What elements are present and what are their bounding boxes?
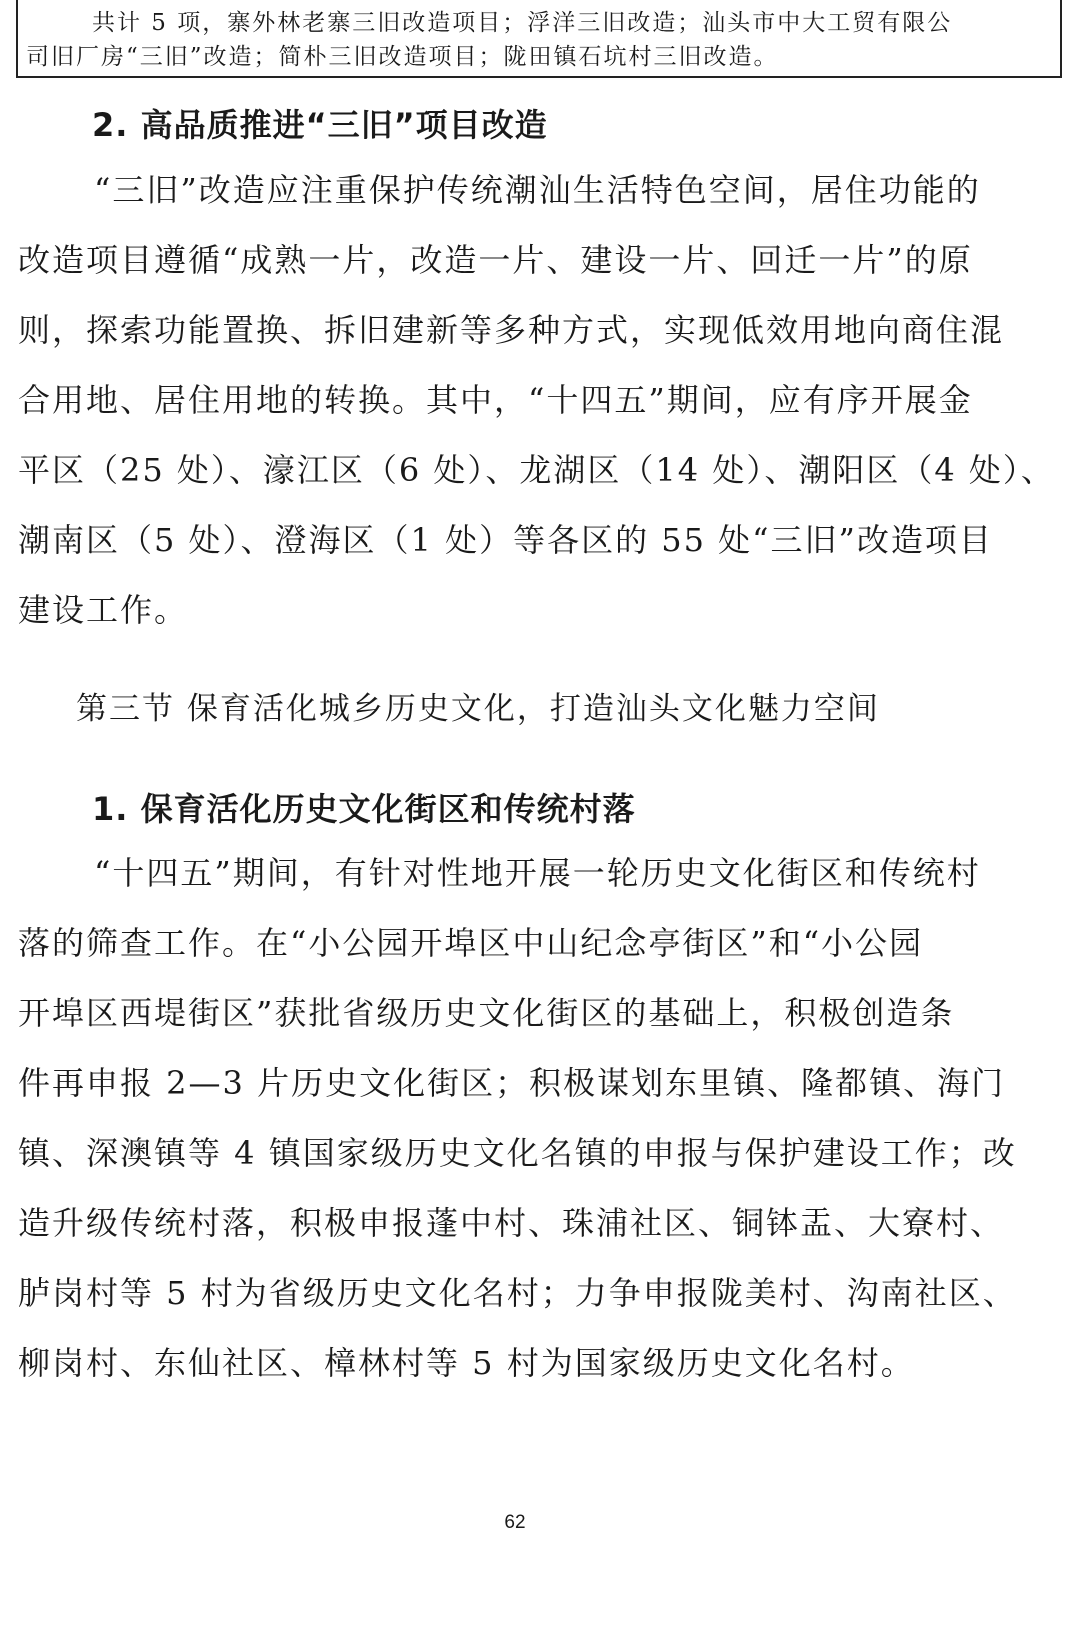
note-line-2: 司旧厂房“三旧”改造；简朴三旧改造项目；陇田镇石坑村三旧改造。 (26, 44, 779, 70)
paragraph-line: 合用地、居住用地的转换。其中，“十四五”期间，应有序开展金 (18, 381, 973, 419)
paragraph-line: 柳岗村、东仙社区、樟林村等 5 村为国家级历史文化名村。 (18, 1344, 915, 1382)
paragraph-historic-districts (18, 838, 1028, 1398)
paragraph-line: 造升级传统村落，积极申报蓬中村、珠浦社区、铜钵盂、大寮村、 (18, 1204, 1005, 1242)
paragraph-line: “十四五”期间，有针对性地开展一轮历史文化街区和传统村 (94, 854, 981, 892)
page-number: 62 (504, 1512, 526, 1533)
paragraph-line: 落的筛查工作。在“小公园开埠区中山纪念亭街区”和“小公园 (18, 924, 924, 962)
paragraph-line: 平区（25 处）、濠江区（6 处）、龙湖区（14 处）、潮阳区（4 处）、 (18, 451, 1055, 489)
continuation-note-box (16, 0, 1062, 78)
section-title-3: 第三节 保育活化城乡历史文化，打造汕头文化魅力空间 (76, 691, 880, 727)
note-line-1: 共计 5 项，寨外林老寨三旧改造项目；浮洋三旧改造；汕头市中大工贸有限公 (92, 10, 953, 36)
paragraph-line: 潮南区（5 处）、澄海区（1 处）等各区的 55 处“三旧”改造项目 (18, 521, 993, 559)
paragraph-sanjiu-renovation (18, 155, 1055, 645)
paragraph-line: 则，探索功能置换、拆旧建新等多种方式，实现低效用地向商住混 (18, 311, 1005, 349)
paragraph-line: 建设工作。 (18, 591, 189, 629)
heading-historic-districts: 1. 保育活化历史文化街区和传统村落 (92, 790, 636, 828)
paragraph-line: 镇、深澳镇等 4 镇国家级历史文化名镇的申报与保护建设工作；改 (18, 1134, 1017, 1172)
paragraph-line: 胪岗村等 5 村为省级历史文化名村；力争申报陇美村、沟南社区、 (18, 1274, 1017, 1312)
heading-sanjiu-renovation: 2. 高品质推进“三旧”项目改造 (92, 106, 548, 144)
paragraph-line: “三旧”改造应注重保护传统潮汕生活特色空间，居住功能的 (94, 171, 981, 209)
paragraph-line: 开埠区西堤街区”获批省级历史文化街区的基础上，积极创造条 (18, 994, 955, 1032)
paragraph-line: 件再申报 2—3 片历史文化街区；积极谋划东里镇、隆都镇、海门 (18, 1064, 1006, 1102)
paragraph-line: 改造项目遵循“成熟一片，改造一片、建设一片、回迁一片”的原 (18, 241, 973, 279)
